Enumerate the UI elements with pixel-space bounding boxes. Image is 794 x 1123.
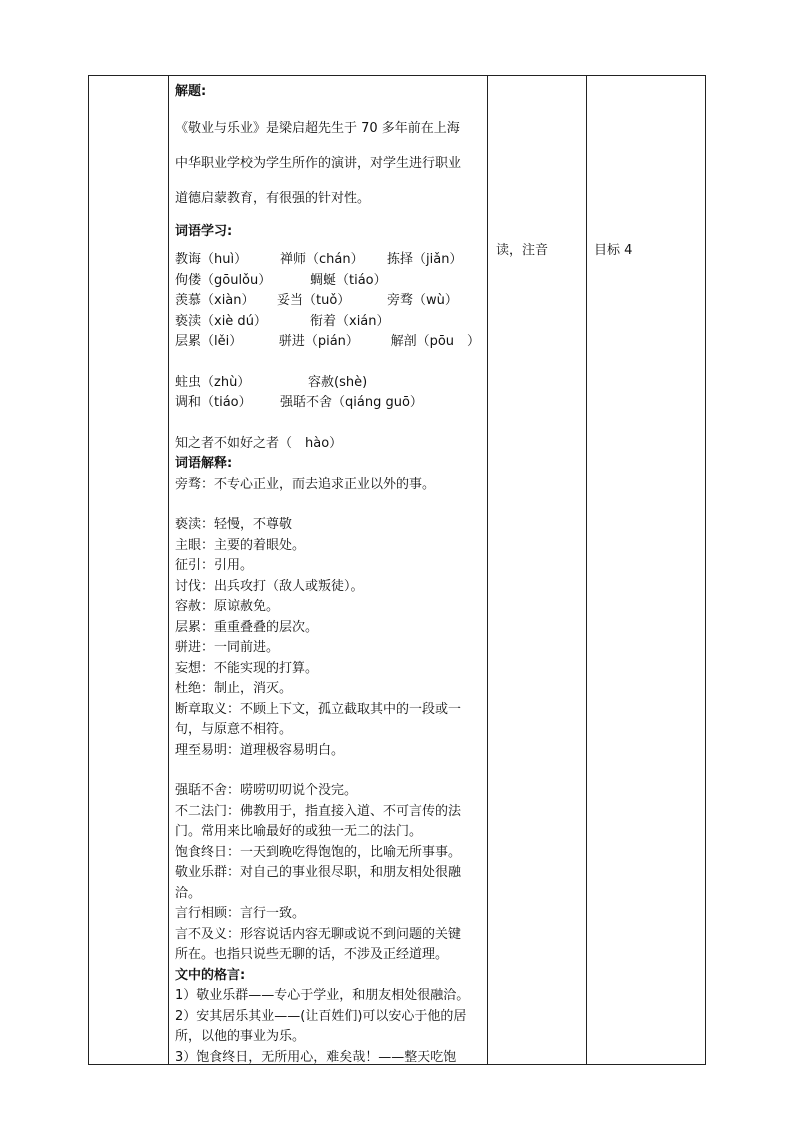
definition-line: 饱食终日：一天到晚吃得饱饱的，比喻无所事事。 — [175, 844, 462, 860]
ciyu-xuexi-heading: 词语学习: — [175, 223, 233, 239]
vocab-item: 亵渎（xiè dú） — [175, 313, 267, 329]
jieti-line: 道德启蒙教育，有很强的针对性。 — [175, 190, 371, 206]
ciyu-jieshi-heading: 词语解释: — [175, 456, 233, 471]
definition-line: 门。常用来比喻最好的或独一无二的法门。 — [175, 824, 423, 839]
definition-line: 强聒不舍：唠唠叨叨说个没完。 — [175, 783, 358, 798]
vocab-item: 羡慕（xiàn） — [175, 293, 255, 308]
vocab-item: 衔着（xián） — [310, 313, 390, 329]
vocab-item: 容赦(shè) — [308, 374, 368, 390]
goal-cell: 目标 4 — [594, 243, 633, 258]
vocab-row — [175, 332, 479, 353]
definition-line: 断章取义：不顾上下文，孤立截取其中的一段或一 — [175, 701, 462, 717]
vocab-row — [175, 393, 479, 414]
vocab-list — [175, 250, 479, 454]
definition-line: 骈进：一同前进。 — [175, 640, 280, 655]
definition-line: 理至易明：道理极容易明白。 — [175, 742, 345, 758]
definition-group — [175, 781, 479, 966]
vocab-item: 拣择（jiǎn） — [387, 252, 463, 267]
content-cell — [169, 76, 487, 1064]
geyan-heading: 文中的格言: — [175, 967, 246, 983]
definition-line: 杜绝：制止，消灭。 — [175, 681, 293, 696]
vocab-item: 蜩蜒（tiáo） — [310, 272, 387, 288]
jieti-heading: 解题: — [175, 84, 207, 99]
definition-line: 洽。 — [175, 885, 202, 901]
definition-line: 妄想：不能实现的打算。 — [175, 660, 319, 676]
vocab-item: 解剖（pōu ） — [390, 334, 481, 349]
column-divider — [487, 76, 488, 1064]
definition-line: 亵渎：轻慢，不尊敬 — [175, 517, 293, 532]
vocab-item: 骈进（pián） — [278, 334, 359, 349]
vocab-row — [175, 291, 479, 312]
definition-line: 征引：引用。 — [175, 558, 254, 573]
definition-line: 句，与原意不相符。 — [175, 722, 293, 737]
definition-line: 所在。也指只说些无聊的话，不涉及正经道理。 — [175, 947, 449, 962]
definition-group — [175, 515, 479, 761]
vocab-item: 妥当（tuǒ） — [277, 293, 351, 308]
activity-cell: 读，注音 — [496, 243, 549, 258]
vocab-item: 调和（tiáo） — [175, 395, 252, 410]
definition-line: 言不及义：形容说话内容无聊或说不到问题的关键 — [175, 926, 462, 942]
geyan-line: 3）饱食终日，无所用心，难矣哉！——整天吃饱 — [175, 1049, 457, 1064]
jieti-line: 《敬业与乐业》是梁启超先生于 70 多年前在上海 — [175, 120, 460, 136]
vocab-row — [175, 271, 479, 292]
definition-line: 讨伐：出兵攻打（敌人或叛徒）。 — [175, 578, 364, 594]
vocab-row — [175, 250, 479, 271]
definition-line: 旁骛：不专心正业，而去追求正业以外的事。 — [175, 476, 436, 492]
jieti-paragraph — [175, 111, 479, 216]
lesson-table — [88, 75, 706, 1065]
vocab-item: 蛀虫（zhù） — [175, 374, 251, 390]
definition-line: 敬业乐群：对自己的事业很尽职，和朋友相处很融 — [175, 865, 462, 880]
vocab-item: 佝偻（gōulǒu） — [175, 272, 272, 288]
vocab-row — [175, 312, 479, 333]
definition-line: 主眼：主要的着眼处。 — [175, 537, 306, 553]
vocab-item: 层累（lěi） — [175, 334, 243, 349]
definition-line: 言行相顾：言行一致。 — [175, 906, 306, 921]
geyan-line: 1）敬业乐群——专心于学业，和朋友相处很融洽。 — [175, 988, 470, 1003]
geyan-line: 所，以他的事业为乐。 — [175, 1029, 306, 1044]
vocab-item: 教诲（huì） — [175, 252, 248, 267]
vocab-item: 禅师（chán） — [280, 252, 364, 267]
vocab-item: 强聒不舍（qiáng guō） — [280, 395, 423, 410]
column-divider — [586, 76, 587, 1064]
definition-line: 容赦：原谅赦免。 — [175, 599, 280, 614]
definition-line: 不二法门：佛教用于，指直接入道、不可言传的法 — [175, 803, 462, 819]
vocab-row — [175, 373, 479, 394]
vocab-item: 知之者不如好之者（ hào） — [175, 435, 343, 451]
definition-line: 层累：重重叠叠的层次。 — [175, 619, 319, 635]
geyan-line: 2）安其居乐其业——(让百姓们)可以安心于他的居 — [175, 1008, 467, 1024]
vocab-item: 旁骛（wù） — [387, 293, 458, 308]
jieti-line: 中华职业学校为学生所作的演讲，对学生进行职业 — [175, 155, 462, 171]
